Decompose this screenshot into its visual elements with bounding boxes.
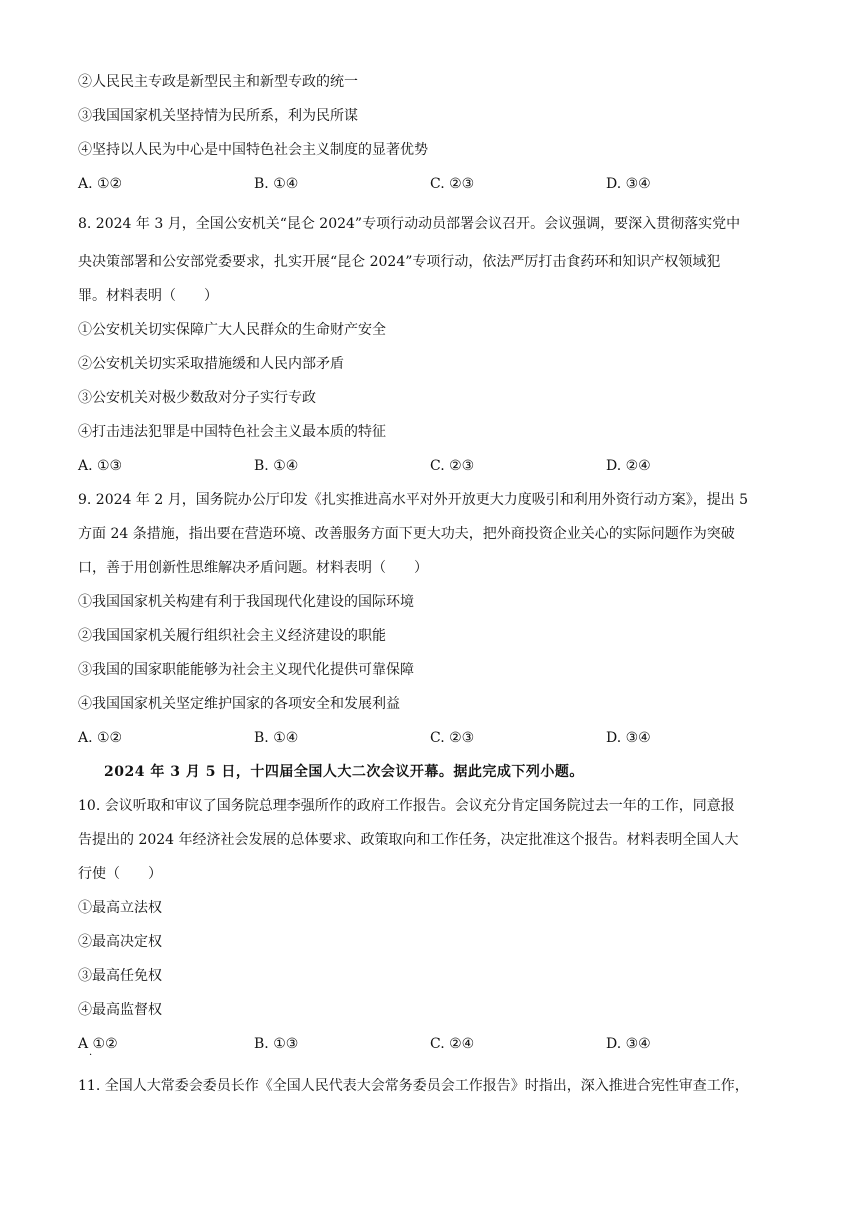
q7-option-a[interactable]: A. ①② xyxy=(78,176,123,192)
q9-stem-1: 9. 2024 年 2 月，国务院办公厅印发《扎实推进高水平对外开放更大力度吸引和利用外资行动方案》，提出 5 xyxy=(78,492,749,508)
q10-item-3: ③最高任免权 xyxy=(78,968,162,984)
q10-option-c[interactable]: C. ②④ xyxy=(430,1036,475,1052)
q7-item-4: ④坚持以人民为中心是中国特色社会主义制度的显著优势 xyxy=(78,142,428,158)
q10-option-a[interactable]: A ①② xyxy=(78,1036,118,1052)
q10-options xyxy=(78,1034,798,1054)
q8-item-1: ①公安机关切实保障广大人民群众的生命财产安全 xyxy=(78,322,386,338)
q9-options xyxy=(78,728,798,748)
q8-item-2: ②公安机关切实采取措施缓和人民内部矛盾 xyxy=(78,356,344,372)
q9-item-2: ②我国国家机关履行组织社会主义经济建设的职能 xyxy=(78,628,386,644)
q10-option-d[interactable]: D. ③④ xyxy=(606,1036,651,1052)
q8-stem-1: 8. 2024 年 3 月，全国公安机关“昆仑 2024”专项行动动员部署会议召开。会议强调，要深入贯彻落实党中 xyxy=(78,216,741,232)
stray-dot: · xyxy=(89,1050,93,1061)
q9-option-c[interactable]: C. ②③ xyxy=(430,730,475,746)
q11-stem-1: 11. 全国人大常委会委员长作《全国人民代表大会常务委员会工作报告》时指出，深入推进合宪性审查工作， xyxy=(78,1078,749,1094)
q10-item-1: ①最高立法权 xyxy=(78,900,162,916)
q7-item-2: ②人民民主专政是新型民主和新型专政的统一 xyxy=(78,74,358,90)
q8-option-c[interactable]: C. ②③ xyxy=(430,458,475,474)
q8-item-4: ④打击违法犯罪是中国特色社会主义最本质的特征 xyxy=(78,424,386,440)
q9-item-4: ④我国国家机关坚定维护国家的各项安全和发展利益 xyxy=(78,696,400,712)
q7-item-3: ③我国国家机关坚持情为民所系，利为民所谋 xyxy=(78,108,358,124)
q9-option-a[interactable]: A. ①② xyxy=(78,730,123,746)
q8-option-a[interactable]: A. ①③ xyxy=(78,458,123,474)
section-intro: 2024 年 3 月 5 日，十四届全国人大二次会议开幕。据此完成下列小题。 xyxy=(104,764,584,780)
q10-item-2: ②最高决定权 xyxy=(78,934,162,950)
q9-item-3: ③我国的国家职能能够为社会主义现代化提供可靠保障 xyxy=(78,662,414,678)
q8-options xyxy=(78,456,798,476)
q9-item-1: ①我国国家机关构建有利于我国现代化建设的国际环境 xyxy=(78,594,414,610)
q10-option-b[interactable]: B. ①③ xyxy=(254,1036,299,1052)
q9-option-d[interactable]: D. ③④ xyxy=(606,730,651,746)
q8-item-3: ③公安机关对极少数敌对分子实行专政 xyxy=(78,390,316,406)
q8-stem-3: 罪。材料表明（ ） xyxy=(78,288,218,304)
q7-option-d[interactable]: D. ③④ xyxy=(606,176,651,192)
q7-option-c[interactable]: C. ②③ xyxy=(430,176,475,192)
q10-stem-2: 告提出的 2024 年经济社会发展的总体要求、政策取向和工作任务，决定批准这个报告。材料表明全国人大 xyxy=(78,832,739,848)
q9-stem-2: 方面 24 条措施，指出要在营造环境、改善服务方面下更大功夫，把外商投资企业关心的实际问题作为突破 xyxy=(78,526,735,542)
q10-item-4: ④最高监督权 xyxy=(78,1002,162,1018)
q8-stem-2: 央决策部署和公安部党委要求，扎实开展“昆仑 2024”专项行动，依法严厉打击食药环和知识产权领域犯 xyxy=(78,254,721,270)
q9-option-b[interactable]: B. ①④ xyxy=(254,730,299,746)
q10-stem-1: 10. 会议听取和审议了国务院总理李强所作的政府工作报告。会议充分肯定国务院过去一年的工作，同意报 xyxy=(78,798,735,814)
q7-options xyxy=(78,174,798,194)
q7-option-b[interactable]: B. ①④ xyxy=(254,176,299,192)
q8-option-b[interactable]: B. ①④ xyxy=(254,458,299,474)
q8-option-d[interactable]: D. ②④ xyxy=(606,458,651,474)
q10-stem-3: 行使（ ） xyxy=(78,866,162,882)
q9-stem-3: 口，善于用创新性思维解决矛盾问题。材料表明（ ） xyxy=(78,560,428,576)
